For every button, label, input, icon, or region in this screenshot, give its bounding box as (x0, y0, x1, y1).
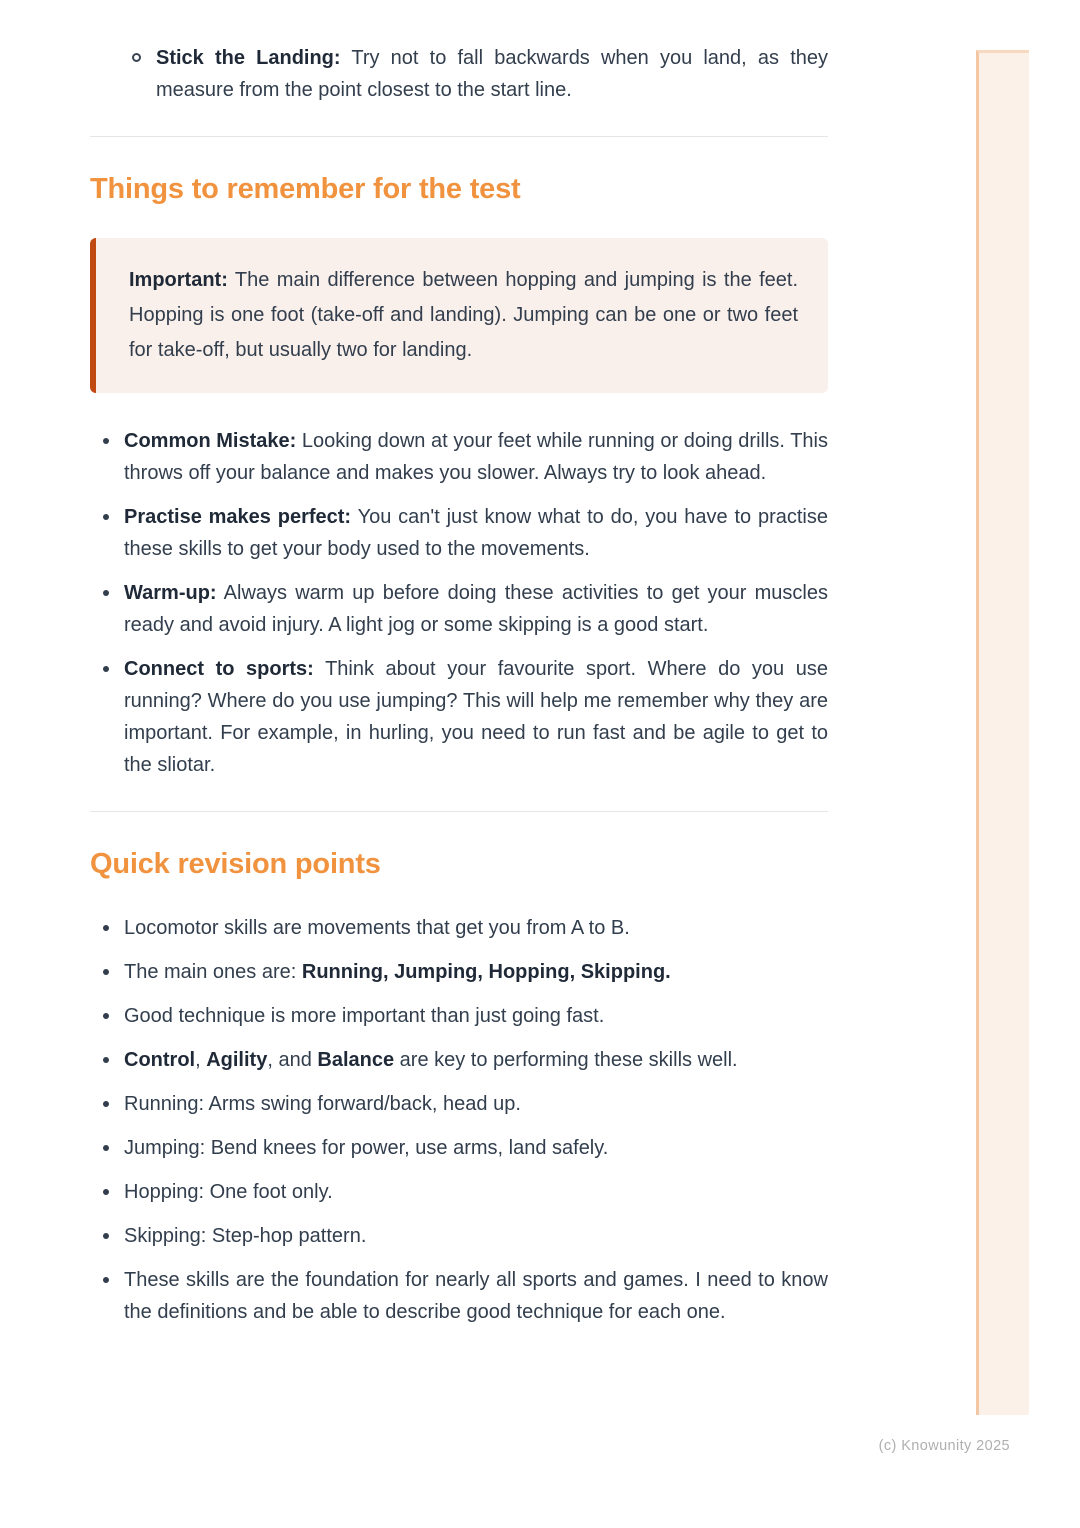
list-item: Locomotor skills are movements that get you from A to B. (90, 912, 828, 944)
revision-points-list (90, 912, 828, 1328)
list-item: Control, Agility, and Balance are key to performing these skills well. (90, 1044, 828, 1076)
section-divider (90, 136, 828, 137)
callout-text: Important: The main difference between hopping and jumping is the feet. Hopping is one foot (take-off and landing). Jumping can be one or two feet for take-off, but usually two for landing. (129, 269, 798, 361)
list-item: Warm-up: Always warm up before doing these activities to get your muscles ready and avoid injury. A light jog or some skipping is a good start. (90, 577, 828, 641)
important-callout (90, 238, 828, 393)
list-item: Skipping: Step-hop pattern. (90, 1220, 828, 1252)
list-item: Jumping: Bend knees for power, use arms, land safely. (90, 1132, 828, 1164)
list-item: Good technique is more important than just going fast. (90, 1000, 828, 1032)
test-tips-list (90, 425, 828, 781)
list-item: The main ones are: Running, Jumping, Hopping, Skipping. (90, 956, 828, 988)
list-item: Running: Arms swing forward/back, head up. (90, 1088, 828, 1120)
copyright-footer: (c) Knowunity 2025 (878, 1438, 1010, 1454)
list-item: Common Mistake: Looking down at your feet while running or doing drills. This throws off your balance and makes you slower. Always try to look ahead. (90, 425, 828, 489)
list-item: Practise makes perfect: You can't just know what to do, you have to practise these skills to get your body used to the movements. (90, 501, 828, 565)
list-item: These skills are the foundation for nearly all sports and games. I need to know the definitions and be able to describe good technique for each one. (90, 1264, 828, 1328)
section-heading-things-to-remember: Things to remember for the test (90, 173, 521, 205)
document-content (90, 0, 828, 1340)
list-item: Hopping: One foot only. (90, 1176, 828, 1208)
right-margin-decoration (976, 50, 1029, 1415)
section-heading-quick-revision: Quick revision points (90, 848, 381, 880)
section-divider (90, 811, 828, 812)
landing-sub-list (90, 42, 828, 106)
list-item: Connect to sports: Think about your favourite sport. Where do you use running? Where do you use jumping? This will help me remember why they are important. For example, in hurling, you need to run fast and be agile to get to the sliotar. (90, 653, 828, 781)
list-item: Stick the Landing: Try not to fall backwards when you land, as they measure from the point closest to the start line. (90, 42, 828, 106)
